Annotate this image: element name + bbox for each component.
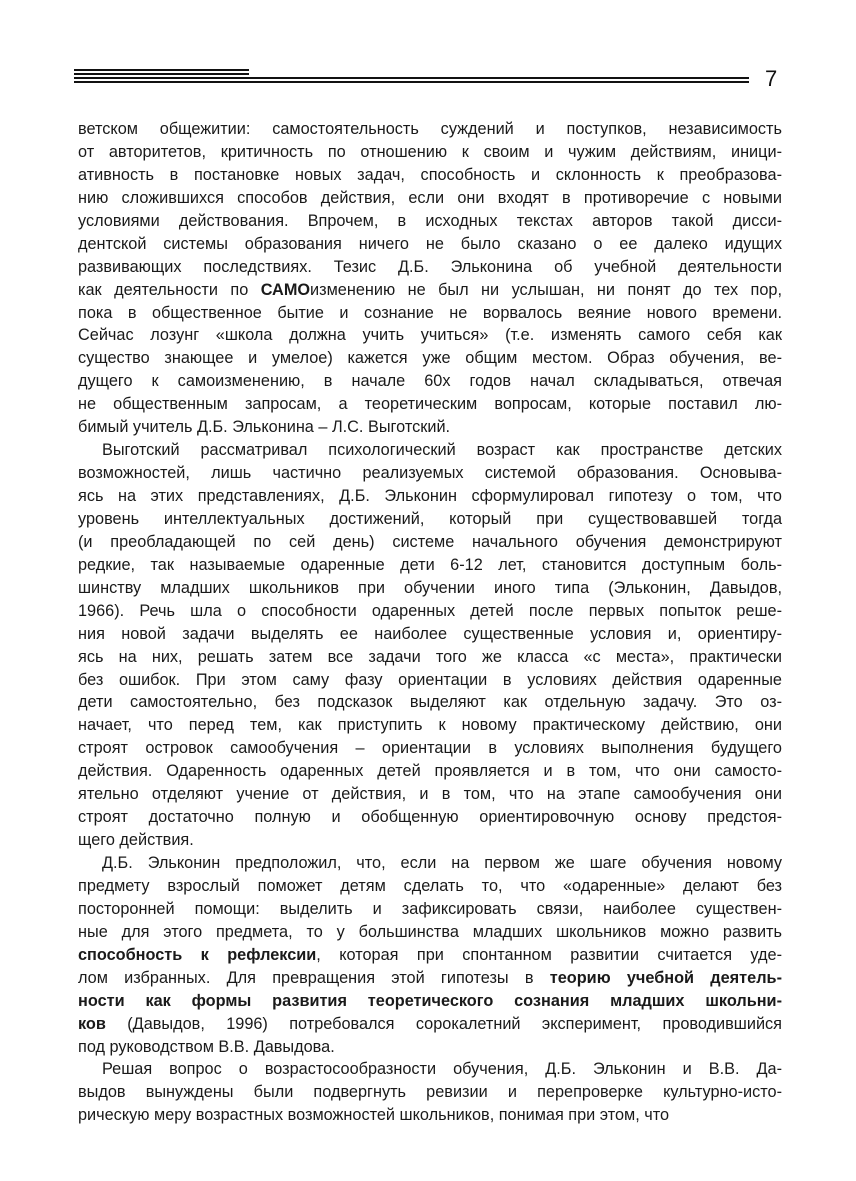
text-line: шинству младших школьников при обучении иного типа (Эльконин, Давыдов, xyxy=(78,578,782,597)
paragraph xyxy=(78,439,782,852)
text-line: бимый учитель Д.Б. Эльконина – Л.С. Выготский. xyxy=(78,418,451,437)
header-rule-line xyxy=(74,73,249,75)
text-line: начает, что перед тем, как приступить к новому практическому действию, они xyxy=(78,716,782,735)
paragraph xyxy=(78,118,782,439)
text-line: (и преобладающей по сей день) системе начального обучения демонстрируют xyxy=(78,532,782,551)
header-rule-line xyxy=(74,81,749,83)
header-rule-line xyxy=(74,69,249,71)
text-line: условиями действования. Впрочем, в исходных текстах авторов такой дисси- xyxy=(78,211,782,230)
text-line: выдов вынуждены были подвергнуть ревизии и перепроверке культурно-исто- xyxy=(78,1083,782,1102)
text-line xyxy=(78,990,782,1013)
bold-text-run: ности как формы развития теоретического сознания младших школьни- xyxy=(78,991,782,1010)
page-number: 7 xyxy=(765,66,778,91)
text-line: дущего к самоизменению, в начале 60х годов начал складываться, отвечая xyxy=(78,372,782,391)
text-line xyxy=(78,1013,782,1036)
text-line: ативность в постановке новых задач, способность и склонность к преобразова- xyxy=(78,165,782,184)
text-line: ясь на этих представлениях, Д.Б. Эльконин сформулировал гипотезу о том, что xyxy=(78,487,782,505)
text-line: действия. Одаренность одаренных детей проявляется и в том, что они самосто- xyxy=(78,762,782,781)
text-line: без ошибок. При этом саму фазу ориентации в условиях действия одаренные xyxy=(78,670,782,689)
text-run: (Давыдов, 1996) потребовался сорокалетний эксперимент, проводившийся xyxy=(105,1014,782,1033)
text-line: посторонней помощи: выделить и зафиксировать связи, наиболее существен- xyxy=(78,899,782,918)
text-line: Выготский рассматривал психологический возраст как пространстве детских xyxy=(102,441,782,460)
text-run: изменению не был ни услышан, ни понят до тех пор, xyxy=(310,280,782,299)
text-line: строят островок самообучения – ориентации в условиях выполнения будущего xyxy=(78,739,782,758)
text-line: дентской системы образования ничего не было сказано о ее далеко идущих xyxy=(78,234,782,253)
text-line: дети самостоятельно, без подсказок выделяют как отдельную задачу. Это оз- xyxy=(78,693,782,712)
text-line: нию сложившихся способов действия, если они входят в противоречие с новыми xyxy=(78,188,782,207)
text-line: 1966). Речь шла о способности одаренных детей после первых попыток реше- xyxy=(78,601,782,620)
text-line: не общественным запросам, а теоретическим вопросам, которые поставил лю- xyxy=(78,395,782,414)
text-line: Д.Б. Эльконин предположил, что, если на первом же шаге обучения новому xyxy=(102,854,782,872)
text-run: как деятельности по xyxy=(78,280,261,299)
paragraph xyxy=(78,852,782,1058)
text-line: под руководством В.В. Давыдова. xyxy=(78,1037,335,1056)
text-line: ятельно отделяют учение от действия, и в том, что на этапе самообучения они xyxy=(78,785,782,804)
text-line: развивающих последствиях. Тезис Д.Б. Эльконина об учебной деятельности xyxy=(78,257,782,276)
bold-text-run: теорию учебной деятель- xyxy=(549,968,782,987)
text-line: ния новой задачи выделять ее наиболее существенные условия и, ориентиру- xyxy=(78,624,782,643)
text-line: от авторитетов, критичность по отношению к своим и чужим действиям, иници- xyxy=(78,142,782,161)
header-rule-line xyxy=(74,77,749,79)
paragraph xyxy=(78,1058,782,1127)
text-line: пока в общественное бытие и сознание не ворвалось веяние нового времени. xyxy=(78,303,782,322)
text-line: Сейчас лозунг «школа должна учить учиться» (т.е. изменять самого себя как xyxy=(78,326,782,345)
text-line: ясь на них, решать затем все задачи того же класса «с места», практически xyxy=(78,647,782,666)
text-line: уровень интеллектуальных достижений, который при существовавшей тогда xyxy=(78,509,782,528)
text-line: возможностей, лишь частично реализуемых системой образования. Основыва- xyxy=(78,464,782,483)
text-line: существо знающее и умелое) кажется уже общим местом. Образ обучения, ве- xyxy=(78,349,782,368)
text-line: строят достаточно полную и обобщенную ориентировочную основу предстоя- xyxy=(78,808,782,827)
bold-text-run: САМО xyxy=(260,280,311,299)
text-line: ные для этого предмета, то у большинства младших школьников можно развить xyxy=(78,922,782,941)
text-line: ветском общежитии: самостоятельность суждений и поступков, независимость xyxy=(78,120,782,138)
text-line: щего действия. xyxy=(78,831,194,850)
header-rule xyxy=(74,69,749,85)
text-line: Решая вопрос о возрастосообразности обучения, Д.Б. Эльконин и В.В. Да- xyxy=(102,1060,782,1079)
text-line: редкие, так называемые одаренные дети 6-12 лет, становится доступным боль- xyxy=(78,555,782,574)
text-run: , которая при спонтанном развитии считается уде- xyxy=(316,945,782,964)
body-text xyxy=(78,118,782,1127)
bold-text-run: способность к рефлексии xyxy=(78,945,317,964)
text-line xyxy=(78,279,782,302)
bold-text-run: ков xyxy=(78,1014,106,1033)
text-line: предмету взрослый поможет детям сделать то, что «одаренные» делают без xyxy=(78,876,782,895)
text-line: рическую меру возрастных возможностей школьников, понимая при этом, что xyxy=(78,1106,670,1125)
text-line xyxy=(78,967,782,990)
text-line xyxy=(78,944,782,967)
text-run: лом избранных. Для превращения этой гипотезы в xyxy=(78,968,550,987)
